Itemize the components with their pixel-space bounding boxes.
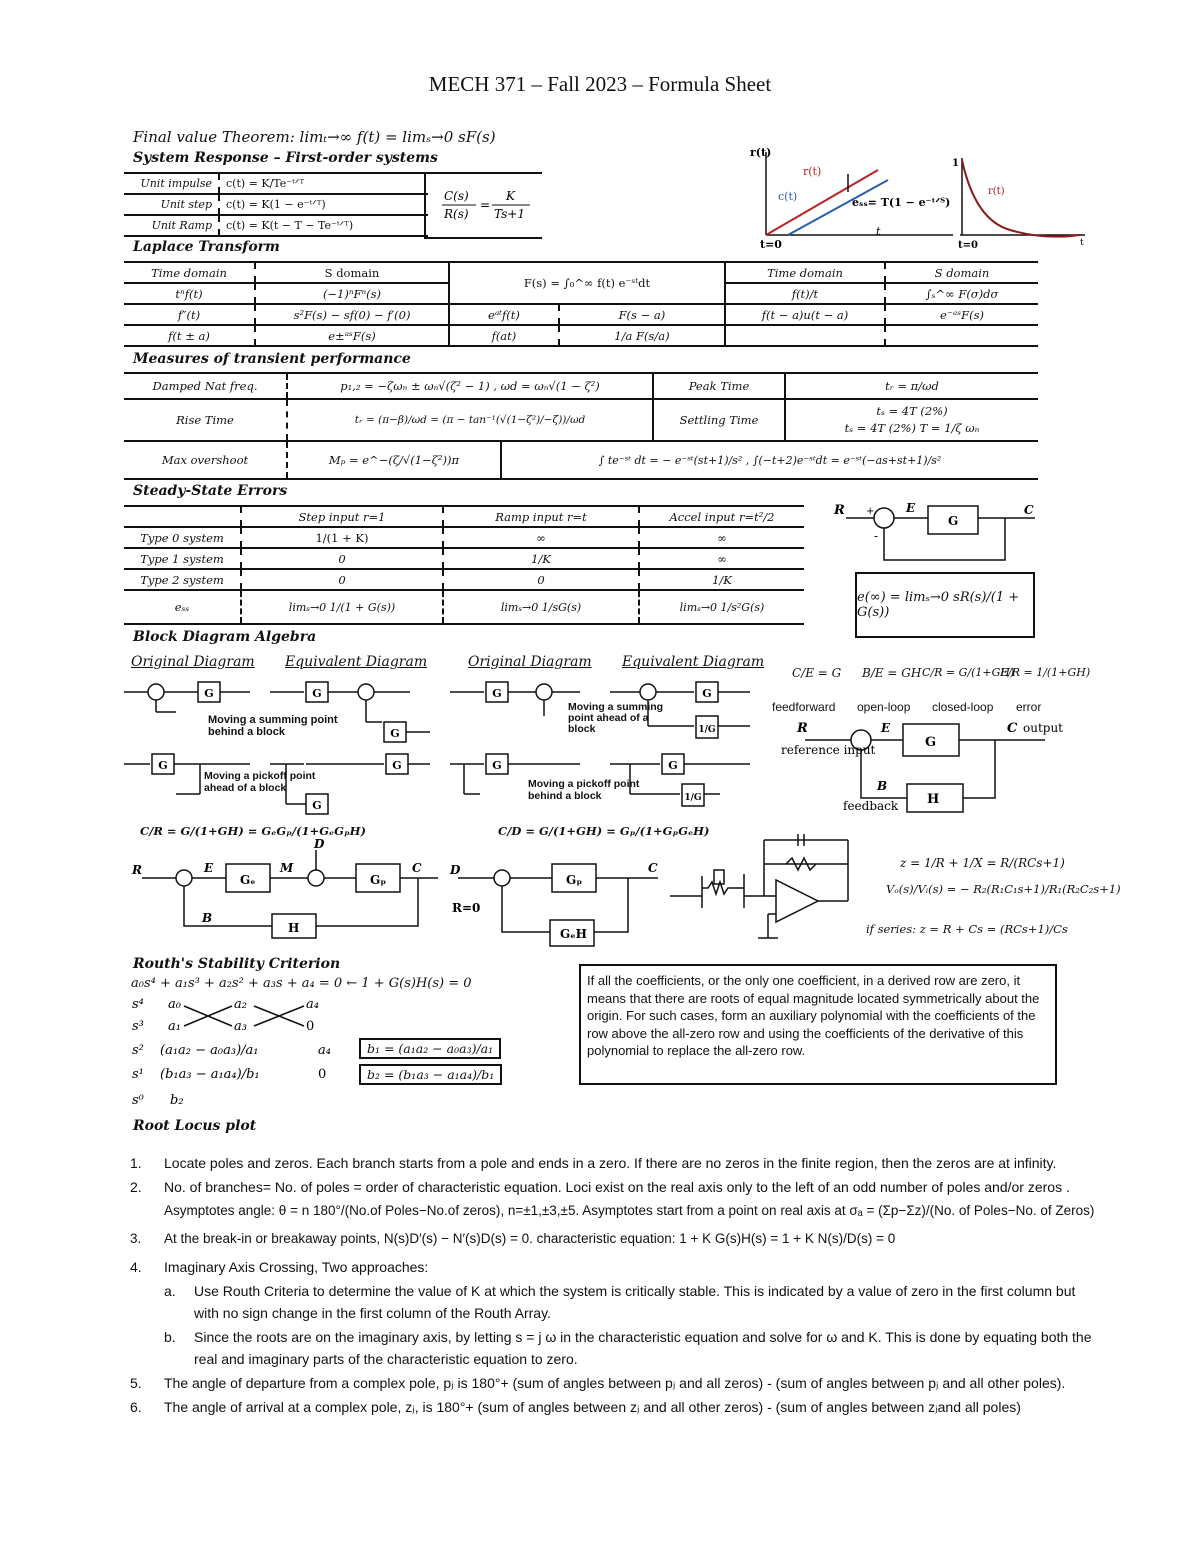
routh-polynomial: a₀s⁴ + a₁s³ + a₂s² + a₃s + a₄ = 0 ← 1 + G(s)H(s) = 0 [131,976,472,991]
fo-expr: c(t) = K(1 − e⁻ᵗᐟᵀ) [219,194,428,215]
item-text: Asymptotes angle: θ = n 180°/(No.of Poles−No.of zeros), n=±1,±3,±5. Asymptotes start from a point on real axis at σₐ = (Σp−Σz)/(No. of Poles−No. of Zeros) [164,1203,1095,1218]
section-rootlocus: Root Locus plot [133,1118,257,1134]
laplace-cell: eᵃᵗf(t) [449,304,559,325]
impulse-rt-label: r(t) [988,186,1005,197]
sse-table [124,505,804,625]
opamp-circuit [668,818,858,948]
routh-a0: a₀ [168,997,181,1012]
rootlocus-item [130,1228,1104,1250]
integral-1: ∫ te⁻ˢᵗ dt = − e⁻ˢᵗ(st+1)/s² [598,453,743,467]
transfer-function-box [424,172,542,239]
rootlocus-item [130,1372,1104,1394]
transient-table: Damped Nat freq. p₁,₂ = −ζωₙ ± ωₙ√(ζ² − 1) , ωd = ωₙ√(1 − ζ²) Peak Time tᵣ = π/ωd Rise Time tᵣ = (π−β)/ωd = (π − tan⁻¹(√(1−ζ²)/−ζ))/ωd Settling Time tₛ = 4T (2%) tₛ = 4T (2%) T = 1/ζ ωₙ Max overshoot Mₚ = e^−(ζ/√(1−ζ²))π ∫ te⁻ˢᵗ dt = − e⁻ˢᵗ(st+1)/s² , ∫(−t+2)e⁻ˢᵗdt = e⁻ˢᵗ(−as+st+1)/s² [124,372,1038,480]
ratio-feedforward: C/E = G [792,666,842,680]
laplace-cell: (−1)ⁿFⁿ(s) [255,283,449,304]
sse-cell: ∞ [639,548,804,569]
block-g: G [668,759,678,772]
dist-d2: D [450,863,461,877]
tf-rhs-num: K [506,189,515,203]
sse-cell: 0 [241,569,443,590]
sse-row-label: Type 2 system [124,569,241,590]
laplace-header-time: Time domain [124,262,255,283]
section-sse: Steady-State Errors [133,483,288,499]
sse-cell: 0 [443,569,639,590]
rootlocus-subitem [164,1326,1104,1370]
loop-e: E [906,501,916,515]
item-number: a. [164,1283,176,1299]
laplace-cell: f″(t) [124,304,255,325]
dist-r0: R=0 [452,901,481,915]
ratio-closed-loop: C/R = G/(1+GH) [922,666,1015,679]
sse-cell: limₛ→0 1/s²G(s) [639,590,804,624]
rootlocus-item [130,1396,1104,1418]
routh-s1-c2: 0 [318,1067,327,1082]
item-number: 3. [130,1231,142,1246]
laplace-cell: e±ᵃˢF(s) [255,325,449,346]
feedback-loop-diagram [775,714,1075,816]
routh-b2: b₂ [170,1093,184,1108]
laplace-cell: f(t)/t [725,283,885,304]
dist-h: H [288,921,300,935]
unity-feedback-diagram [830,500,1050,570]
routh-s3: s³ [132,1019,144,1034]
tf-lhs-num: C(s) [444,189,469,203]
dist-gc: Gₑ [240,873,256,887]
loop-label-feedback: feedback [843,799,899,813]
routh-a1: a₁ [168,1019,181,1034]
sse-row-label: Type 1 system [124,548,241,569]
transient-expr: tₛ = 4T (2%) [876,404,948,418]
laplace-cell: 1/a F(s/a) [559,325,725,346]
dist-r: R [132,863,142,877]
loop-minus: - [874,529,879,543]
item-text: The angle of arrival at a complex pole, zⱼ, is 180°+ (sum of angles between zⱼ and all other zeros) - (sum of angles between zⱼand all poles) [164,1399,1021,1415]
fo-expr: c(t) = K/Te⁻ᵗᐟᵀ [219,173,428,194]
loop-label-h: H [927,792,940,807]
dist-gp: Gₚ [370,873,387,887]
block-g: G [204,687,214,700]
transient-label: Damped Nat freq. [124,373,287,399]
tf-lhs-den: R(s) [444,207,469,221]
routh-a4: a₄ [306,997,319,1012]
ramp-t0-label: t=0 [760,238,782,251]
routh-s2-c2: a₄ [318,1043,331,1058]
sse-header: Step input r=1 [241,506,443,527]
move-label-4: Moving a pickoff point behind a block [528,778,640,802]
ramp-ess-label: eₛₛ= T(1 − e⁻ᵗᐟᵀ) [852,196,951,209]
ramp-rt-label: r(t) [803,165,822,178]
sse-cell: ∞ [443,527,639,548]
block-g: G [492,759,502,772]
item-number: 2. [130,1179,142,1195]
original-diagram-heading: Original Diagram [131,654,255,670]
item-text: The angle of departure from a complex pole, pⱼ is 180°+ (sum of angles between pⱼ and all zeros) - (sum of angles between pⱼ and all other poles). [164,1375,1066,1391]
laplace-cell: s²F(s) − sf(0) − f′(0) [255,304,449,325]
label-closed-loop: closed-loop [932,700,994,714]
integral-2: ∫(−t+2)e⁻ˢᵗdt = e⁻ˢᵗ(−as+st+1)/s² [752,453,942,467]
page-title: MECH 371 – Fall 2023 – Formula Sheet [428,72,772,96]
block-g: G [312,687,322,700]
svg-text:=: = [480,198,491,212]
laplace-table [124,261,1038,347]
routh-b1-box: b₁ = (a₁a₂ − a₀a₃)/a₁ [359,1038,501,1059]
transient-expr: p₁,₂ = −ζωₙ ± ωₙ√(ζ² − 1) , ωd = ωₙ√(1 − ζ²) [287,373,653,399]
routh-s0: s⁰ [132,1093,144,1108]
section-transient: Measures of transient performance [133,351,411,367]
sse-cell: limₛ→0 1/sG(s) [443,590,639,624]
routh-zero: 0 [306,1019,315,1034]
item-text: At the break-in or breakaway points, N(s)D′(s) − N′(s)D(s) = 0. characteristic equation: 1 + K G(s)H(s) = 1 + K N(s)/D(s) = 0 [164,1231,896,1246]
laplace-header-s-2: S domain [885,262,1038,283]
block-g: G [158,759,168,772]
opamp-z: z = 1/R + 1/X = R/(RCs+1) [900,856,1065,870]
block-algebra-diagrams [120,676,780,816]
transient-label: Max overshoot [124,441,287,479]
move-label-1: Moving a summing point behind a block [208,714,338,738]
transient-label: Settling Time [653,399,785,441]
disturbance-diagrams [128,837,688,950]
item-number: 1. [130,1155,142,1171]
ratio-open-loop: B/E = GH [862,666,922,680]
loop-label-output: output [1023,721,1064,735]
loop-plus: + [866,506,875,517]
impulse-response-plot [950,150,1090,250]
block-inv-g: 1/G [684,793,702,803]
rootlocus-subitem [164,1280,1104,1324]
loop-c: C [1024,503,1034,517]
dist-c2: C [648,861,658,875]
sse-cell: 0 [241,548,443,569]
item-number: 4. [130,1259,142,1275]
item-text: Since the roots are on the imaginary axis, by letting s = j ω in the characteristic equation and solve for ω and K. This is done by equating both the real and imaginary parts of the characteristic equation to zero. [194,1329,1092,1367]
loop-label-g: G [925,735,937,750]
loop-label-e: E [881,721,891,735]
laplace-cell: f(t ± a) [124,325,255,346]
ramp-c-label: c(t) [778,190,798,203]
label-open-loop: open-loop [857,700,911,714]
sse-header: Ramp input r=t [443,506,639,527]
dist-gp2: Gₚ [566,873,583,887]
transient-label: Peak Time [653,373,785,399]
impulse-t0-label: t=0 [958,240,978,251]
loop-label-b: B [877,779,888,793]
laplace-definition: F(s) = ∫₀^∞ f(t) e⁻ˢᵗdt [449,262,725,304]
sse-row-label: eₛₛ [124,590,241,624]
equivalent-diagram-heading: Equivalent Diagram [285,654,428,670]
loop-label-c: C [1007,721,1018,736]
laplace-cell: e⁻ᵃˢF(s) [885,304,1038,325]
impulse-one-label: 1 [952,158,959,169]
dist-e: E [204,861,214,875]
item-text: No. of branches= No. of poles = order of characteristic equation. Loci exist on the real axis only to the left of an odd number of poles and/or zeros . [164,1179,1070,1195]
routh-a3: a₃ [234,1019,247,1034]
loop-label-r: R [797,721,808,736]
dist-d: D [314,837,325,851]
section-first-order: System Response – First-order systems [133,150,438,166]
block-g: G [702,687,712,700]
rootlocus-list [130,1152,1104,1418]
opamp-v: Vₒ(s)/Vᵢ(s) = − R₂(R₁C₁s+1)/R₁(R₂C₂s+1) [886,882,1121,896]
routh-s2-c1: (a₁a₂ − a₀a₃)/a₁ [160,1043,259,1058]
routh-s1-c1: (b₁a₃ − a₁a₄)/b₁ [160,1067,260,1082]
dist-gch: GₑH [560,927,587,941]
loop-label-ref: reference input [781,743,876,757]
move-label-2: Moving a summing point ahead of a block [568,701,664,735]
disturbance-eq-2: C/D = G/(1+GH) = Gₚ/(1+GₚGₑH) [498,824,710,838]
laplace-cell: f(at) [449,325,559,346]
dist-m: M [280,861,294,875]
original-diagram-heading: Original Diagram [468,654,592,670]
routh-a2: a₂ [234,997,247,1012]
move-label-3: Moving a pickoff point ahead of a block [204,770,316,794]
dist-b: B [202,911,213,925]
equivalent-diagram-heading: Equivalent Diagram [622,654,765,670]
transfer-function [426,174,542,237]
block-inv-g: 1/G [698,725,716,735]
item-number: 6. [130,1399,142,1415]
item-number: b. [164,1329,176,1345]
ramp-response-plot [748,140,958,250]
block-g: G [392,759,402,772]
rootlocus-item [130,1152,1104,1174]
fo-label: Unit step [124,194,219,215]
rootlocus-item [130,1256,1104,1278]
laplace-cell: F(s − a) [559,304,725,325]
block-g: G [390,727,400,740]
section-routh: Routh's Stability Criterion [133,956,341,972]
label-feedforward: feedforward [772,700,836,714]
routh-s2: s² [132,1043,144,1058]
sse-cell: 1/K [443,548,639,569]
steady-state-error-formula: e(∞) = limₛ→0 sR(s)/(1 + G(s)) [855,572,1035,638]
rootlocus-item [130,1176,1104,1198]
opamp-series: if series: z = R + Cs = (RCs+1)/Cs [866,922,1068,936]
final-value-theorem: Final value Theorem: limₜ→∞ f(t) = limₛ→0 sF(s) [133,128,496,146]
item-number: 5. [130,1375,142,1391]
transient-expr: tₛ = 4T (2%) T = 1/ζ ωₙ [844,421,980,435]
tf-rhs-den: Ts+1 [494,207,525,221]
laplace-cell: tⁿf(t) [124,283,255,304]
item-text: Imaginary Axis Crossing, Two approaches: [164,1259,429,1275]
sse-cell: ∞ [639,527,804,548]
block-g: G [312,799,322,812]
loop-r: R [834,503,845,518]
routh-b2-box: b₂ = (b₁a₃ − a₁a₄)/b₁ [359,1064,502,1085]
rootlocus-item [164,1200,1104,1222]
laplace-cell: ∫ₛ^∞ F(σ)dσ [885,283,1038,304]
sse-row-label: Type 0 system [124,527,241,548]
routh-array [128,994,388,1114]
first-order-table [124,172,428,237]
transient-expr: tᵣ = (π−β)/ωd = (π − tan⁻¹(√(1−ζ²)/−ζ))/ωd [287,399,653,441]
disturbance-eq-1: C/R = G/(1+GH) = GₑGₚ/(1+GₑGₚH) [140,824,366,838]
ratio-error: E/R = 1/(1+GH) [1000,666,1091,679]
transient-expr: tᵣ = π/ωd [785,373,1038,399]
impulse-t-label: t [1080,238,1084,248]
label-error: error [1016,700,1042,714]
laplace-cell: f(t − a)u(t − a) [725,304,885,325]
laplace-header-s: S domain [255,262,449,283]
laplace-header-time-2: Time domain [725,262,885,283]
section-laplace: Laplace Transform [133,239,280,255]
loop-g: G [948,514,959,528]
sse-header: Accel input r=t²/2 [639,506,804,527]
item-text: Use Routh Criteria to determine the value of K at which the system is critically stable. This is indicated by a value of zero in the first column but with no sign change in the first column of the Routh Array. [194,1283,1076,1321]
routh-s4: s⁴ [132,997,144,1012]
section-block: Block Diagram Algebra [133,629,317,645]
sse-cell: limₛ→0 1/(1 + G(s)) [241,590,443,624]
block-g: G [492,687,502,700]
sse-cell: 1/K [639,569,804,590]
item-text: Locate poles and zeros. Each branch starts from a pole and ends in a zero. If there are no zeros in the finite region, then the zeros are at infinity. [164,1155,1057,1171]
dist-c: C [412,861,422,875]
sse-cell: 1/(1 + K) [241,527,443,548]
routh-s1: s¹ [132,1067,144,1082]
ramp-r-axis-label: r(t) [750,146,772,159]
fo-label: Unit Ramp [124,215,219,236]
transient-expr: Mₚ = e^−(ζ/√(1−ζ²))π [287,441,501,479]
fo-expr: c(t) = K(t − T − Te⁻ᵗᐟᵀ) [219,215,428,236]
routh-note: If all the coefficients, or the only one coefficient, in a derived row are zero, it means that there are roots of equal magnitude located symmetrically about the origin. For such cases, form an auxiliary polynomial with the coefficients of the row above the all-zero row and using the coefficients of the derivative of this polynomial to replace the all-zero row. [579,964,1057,1085]
transient-label: Rise Time [124,399,287,441]
ramp-t-label: t [876,225,881,238]
fo-label: Unit impulse [124,173,219,194]
